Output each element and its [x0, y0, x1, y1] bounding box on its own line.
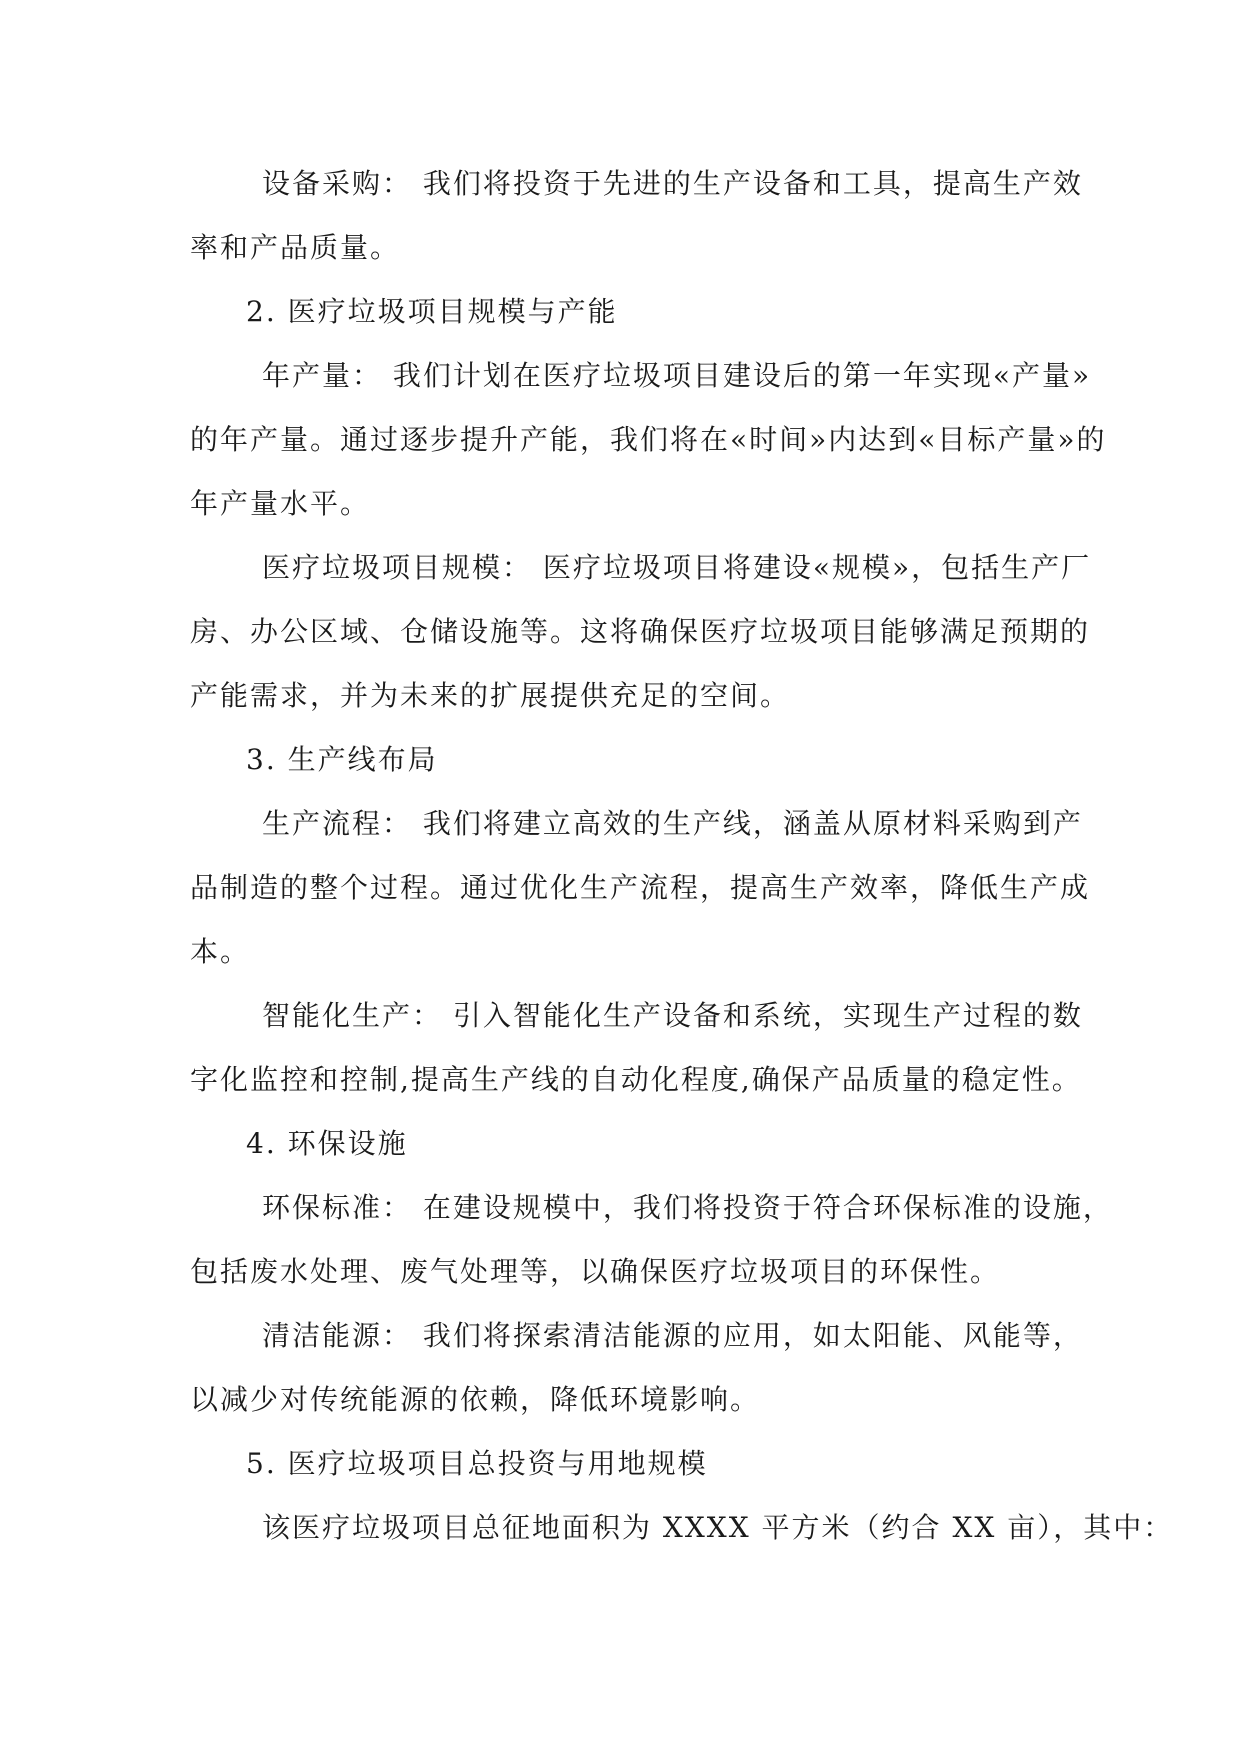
- paragraph-project-scale-line-3: 产能需求，并为未来的扩展提供充足的空间。: [190, 679, 791, 712]
- paragraph-clean-energy-line-2: 以减少对传统能源的依赖，降低环境影响。: [190, 1383, 761, 1416]
- section-heading-5: 5. 医疗垃圾项目总投资与用地规模: [246, 1447, 708, 1480]
- paragraph-project-scale-line-1: 医疗垃圾项目规模： 医疗垃圾项目将建设«规模»，包括生产厂: [262, 551, 1092, 584]
- paragraph-smart-production-line-2: 字化监控和控制,提高生产线的自动化程度,确保产品质量的稳定性。: [190, 1063, 1082, 1096]
- paragraph-production-flow-line-2: 品制造的整个过程。通过优化生产流程，提高生产效率，降低生产成: [190, 871, 1091, 904]
- paragraph-project-scale-line-2: 房、办公区域、仓储设施等。这将确保医疗垃圾项目能够满足预期的: [190, 615, 1091, 648]
- paragraph-env-standard-line-1: 环保标准： 在建设规模中，我们将投资于符合环保标准的设施，: [262, 1191, 1113, 1224]
- paragraph-land-area-line-1: 该医疗垃圾项目总征地面积为 XXXX 平方米（约合 XX 亩），其中：: [262, 1511, 1174, 1544]
- paragraph-annual-output-line-3: 年产量水平。: [190, 487, 371, 520]
- paragraph-env-standard-line-2: 包括废水处理、废气处理等，以确保医疗垃圾项目的环保性。: [190, 1255, 1001, 1288]
- paragraph-clean-energy-line-1: 清洁能源： 我们将探索清洁能源的应用，如太阳能、风能等，: [262, 1319, 1083, 1352]
- section-heading-3: 3. 生产线布局: [246, 743, 438, 776]
- paragraph-annual-output-line-2: 的年产量。通过逐步提升产能，我们将在«时间»内达到«目标产量»的: [190, 423, 1107, 456]
- paragraph-production-flow-line-3: 本。: [190, 935, 251, 968]
- section-heading-4: 4. 环保设施: [246, 1127, 408, 1160]
- paragraph-equipment-line-2: 率和产品质量。: [190, 231, 401, 264]
- paragraph-equipment-line-1: 设备采购： 我们将投资于先进的生产设备和工具，提高生产效: [262, 167, 1083, 200]
- paragraph-annual-output-line-1: 年产量： 我们计划在医疗垃圾项目建设后的第一年实现«产量»: [262, 359, 1092, 392]
- paragraph-production-flow-line-1: 生产流程： 我们将建立高效的生产线，涵盖从原材料采购到产: [262, 807, 1083, 840]
- section-heading-2: 2. 医疗垃圾项目规模与产能: [246, 295, 618, 328]
- paragraph-smart-production-line-1: 智能化生产： 引入智能化生产设备和系统，实现生产过程的数: [262, 999, 1083, 1032]
